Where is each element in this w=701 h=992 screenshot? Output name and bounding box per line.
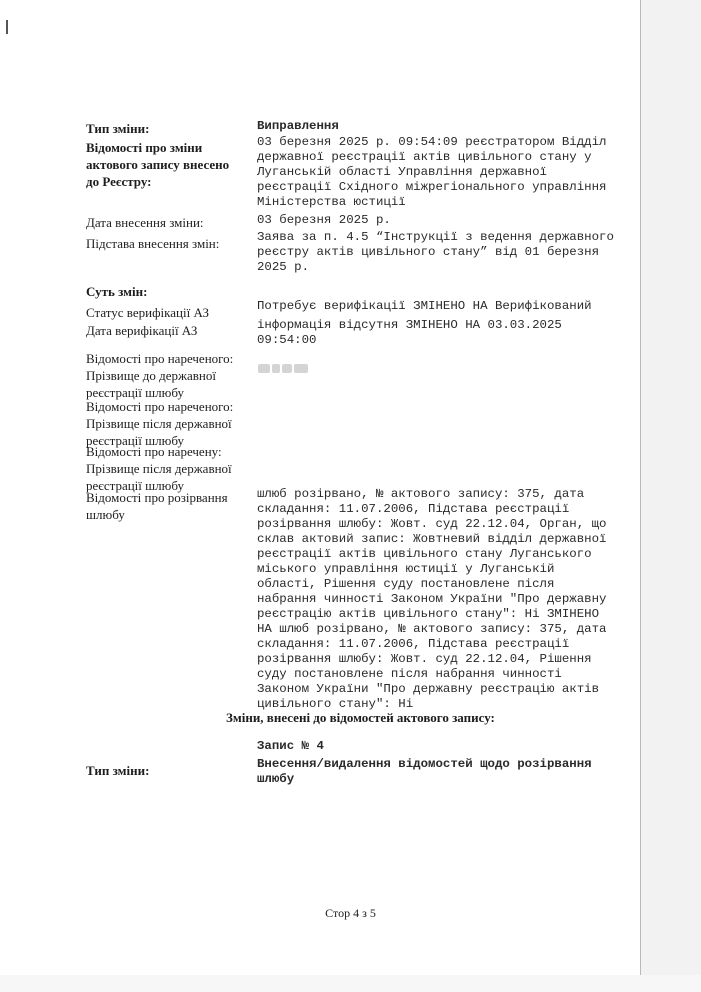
label-line: реєстрації шлюбу bbox=[86, 433, 184, 448]
label-basis: Підстава внесення змін: bbox=[86, 236, 220, 251]
scan-edge-line bbox=[640, 0, 641, 975]
value-line: Заява за п. 4.5 “Інструкції з ведення державного bbox=[257, 230, 614, 244]
label-line: Відомості про нареченого: bbox=[86, 351, 234, 366]
value-line: реєстрації Східного міжрегіонального управління bbox=[257, 180, 607, 194]
label-line: Прізвище до державної bbox=[86, 368, 216, 383]
value-line: державної реєстрації актів цивільного стану у bbox=[257, 150, 592, 164]
label-status-verif: Статус верифікації АЗ bbox=[86, 305, 210, 320]
label-divorce bbox=[86, 489, 246, 523]
value-info-changes bbox=[257, 135, 622, 210]
value-line: набрання чинності Законом України "Про державну bbox=[257, 592, 607, 606]
value-record-type bbox=[257, 757, 622, 787]
value-date-change: 03 березня 2025 р. bbox=[257, 213, 391, 227]
value-line: складання: 11.07.2006, Підстава реєстрації bbox=[257, 502, 570, 516]
label-type-change-2: Тип зміни: bbox=[86, 763, 150, 778]
label-line: Прізвище після державної bbox=[86, 416, 232, 431]
label-line: Відомості про наречену: bbox=[86, 444, 222, 459]
scan-edge-bottom bbox=[0, 975, 701, 992]
value-line: шлюб розірвано, № актового запису: 375, дата bbox=[257, 487, 585, 501]
value-line: цивільного стану": Ні bbox=[257, 697, 414, 711]
label-info-changes bbox=[86, 139, 236, 190]
record-title: Запис № 4 bbox=[257, 739, 324, 753]
value-line: реєстру актів цивільного стану” від 01 березня bbox=[257, 245, 600, 259]
label-date-verif: Дата верифікації АЗ bbox=[86, 323, 198, 338]
value-basis bbox=[257, 230, 622, 275]
scan-edge-right bbox=[641, 0, 701, 992]
section-heading: Зміни, внесені до відомостей актового запису: bbox=[226, 710, 495, 725]
value-line: міського управління юстиції у Луганській bbox=[257, 562, 555, 576]
value-line: 03 березня 2025 р. 09:54:09 реєстратором Відділ bbox=[257, 135, 607, 149]
label-groom-after bbox=[86, 398, 246, 449]
value-line: Луганській області Управління державної bbox=[257, 165, 547, 179]
label-line: актового запису внесено bbox=[86, 157, 230, 172]
label-bride-after bbox=[86, 443, 246, 494]
label-line: шлюбу bbox=[86, 507, 125, 522]
label-line: Відомості про зміни bbox=[86, 140, 203, 155]
label-type-change: Тип зміни: bbox=[86, 121, 150, 136]
label-date-change: Дата внесення зміни: bbox=[86, 215, 204, 230]
page-number: Стор 4 з 5 bbox=[325, 906, 376, 920]
value-line: інформація відсутня ЗМІНЕНО НА 03.03.2025 bbox=[257, 318, 562, 332]
value-line: області, Рішення суду постановлене після bbox=[257, 577, 555, 591]
label-essence: Суть змін: bbox=[86, 284, 148, 299]
label-line: Відомості про нареченого: bbox=[86, 399, 234, 414]
label-line: до Реєстру: bbox=[86, 174, 152, 189]
value-line: Внесення/видалення відомостей щодо розірвання bbox=[257, 757, 592, 771]
value-line: реєстрації актів цивільного стану Луганського bbox=[257, 547, 592, 561]
value-line: Міністерства юстиції bbox=[257, 195, 406, 209]
value-line: 2025 р. bbox=[257, 260, 310, 274]
label-groom-before bbox=[86, 350, 246, 401]
value-status-verif: Потребує верифікації ЗМІНЕНО НА Верифікований bbox=[257, 299, 592, 313]
value-line: складання: 11.07.2006, Підстава реєстрації bbox=[257, 637, 570, 651]
label-line: реєстрації шлюбу bbox=[86, 478, 184, 493]
value-line: Законом України "Про державну реєстрацію актів bbox=[257, 682, 600, 696]
value-line: розірвання шлюбу: Жовт. суд 22.12.04, Рішення bbox=[257, 652, 592, 666]
value-line: склав актовий запис: Жовтневий відділ державної bbox=[257, 532, 607, 546]
value-line: шлюбу bbox=[257, 772, 295, 786]
value-type-change: Виправлення bbox=[257, 119, 339, 133]
value-divorce bbox=[257, 487, 622, 712]
scan-corner-mark bbox=[6, 20, 8, 34]
value-date-verif bbox=[257, 318, 622, 348]
redacted-surname bbox=[258, 364, 310, 373]
label-line: Відомості про розірвання bbox=[86, 490, 228, 505]
value-line: НА шлюб розірвано, № актового запису: 375, дата bbox=[257, 622, 607, 636]
value-line: розірвання шлюбу: Жовт. суд 22.12.04, Орган, що bbox=[257, 517, 607, 531]
value-line: реєстрацію актів цивільного стану": Ні ЗМІНЕНО bbox=[257, 607, 600, 621]
label-line: реєстрації шлюбу bbox=[86, 385, 184, 400]
label-line: Прізвище після державної bbox=[86, 461, 232, 476]
value-line: 09:54:00 bbox=[257, 333, 317, 347]
value-line: суду постановлене після набрання чинності bbox=[257, 667, 562, 681]
